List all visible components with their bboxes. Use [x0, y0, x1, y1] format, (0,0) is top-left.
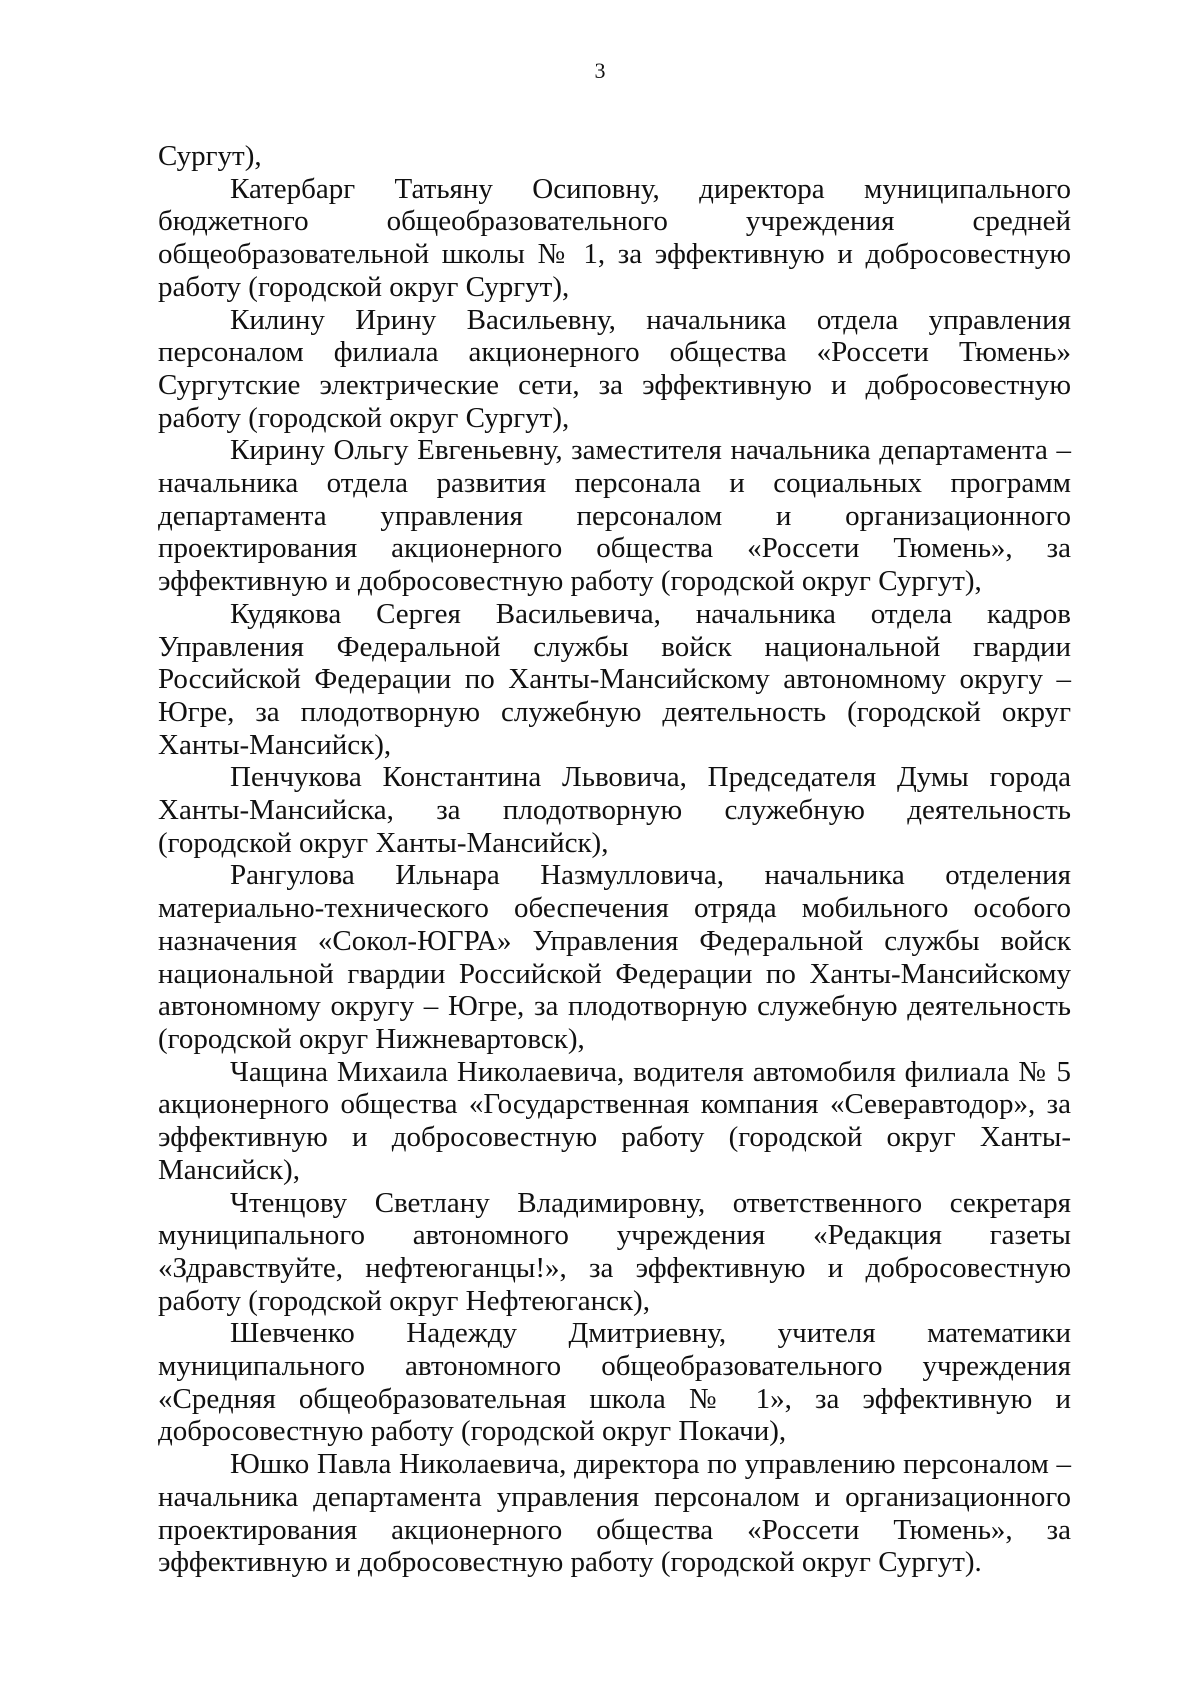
- award-entry-chashchin: Чащина Михаила Николаевича, водителя автомобиля филиала № 5 акционерного общества «Государственная компания «Северавтодор», за эффективную и добросовестную работу (городской округ Ханты-Мансийск),: [158, 1055, 1071, 1186]
- award-entry-yushko: Юшко Павла Николаевича, директора по управлению персоналом – начальника департамента управления персоналом и организационного проектирования акционерного общества «Россети Тюмень», за эффективную и добросовестную работу (городской округ Сургут).: [158, 1448, 1071, 1579]
- award-entry-katerbarg: Катербарг Татьяну Осиповну, директора муниципального бюджетного общеобразовательного учреждения средней общеобразовательной школы № 1, за эффективную и добросовестную работу (городской округ Сургут),: [158, 172, 1071, 303]
- award-entry-kilina: Килину Ирину Васильевну, начальника отдела управления персоналом филиала акционерного общества «Россети Тюмень» Сургутские электрические сети, за эффективную и добросовестную работу (городской округ Сургут),: [158, 303, 1071, 434]
- award-entry-kudyakov: Кудякова Сергея Васильевича, начальника отдела кадров Управления Федеральной службы войск национальной гвардии Российской Федерации по Ханты-Мансийскому автономному округу – Югре, за плодотворную служебную деятельность (городской округ Ханты-Мансийск),: [158, 597, 1071, 761]
- document-body: [158, 140, 1071, 1579]
- award-entry-shevchenko: Шевченко Надежду Дмитриевну, учителя математики муниципального автономного общеобразовательного учреждения «Средняя общеобразовательная школа № 1», за эффективную и добросовестную работу (городской округ Покачи),: [158, 1317, 1071, 1448]
- award-entry-kirina: Кирину Ольгу Евгеньевну, заместителя начальника департамента – начальника отдела развития персонала и социальных программ департамента управления персоналом и организационного проектирования акционерного общества «Россети Тюмень», за эффективную и добросовестную работу (городской округ Сургут),: [158, 434, 1071, 598]
- page-number: 3: [594, 58, 606, 83]
- award-entry-rangulov: Рангулова Ильнара Назмулловича, начальника отделения материально-технического обеспечения отряда мобильного особого назначения «Сокол-ЮГРА» Управления Федеральной службы войск национальной гвардии Российской Федерации по Ханты-Мансийскому автономному округу – Югре, за плодотворную служебную деятельность (городской округ Нижневартовск),: [158, 859, 1071, 1055]
- award-entry-chtentsova: Чтенцову Светлану Владимировну, ответственного секретаря муниципального автономного учреждения «Редакция газеты «Здравствуйте, нефтеюганцы!», за эффективную и добросовестную работу (городской округ Нефтеюганск),: [158, 1186, 1071, 1317]
- paragraph-continuation: Сургут),: [158, 140, 262, 172]
- award-entry-penchukov: Пенчукова Константина Львовича, Председателя Думы города Ханты-Мансийска, за плодотворную служебную деятельность (городской округ Ханты-Мансийск),: [158, 761, 1071, 859]
